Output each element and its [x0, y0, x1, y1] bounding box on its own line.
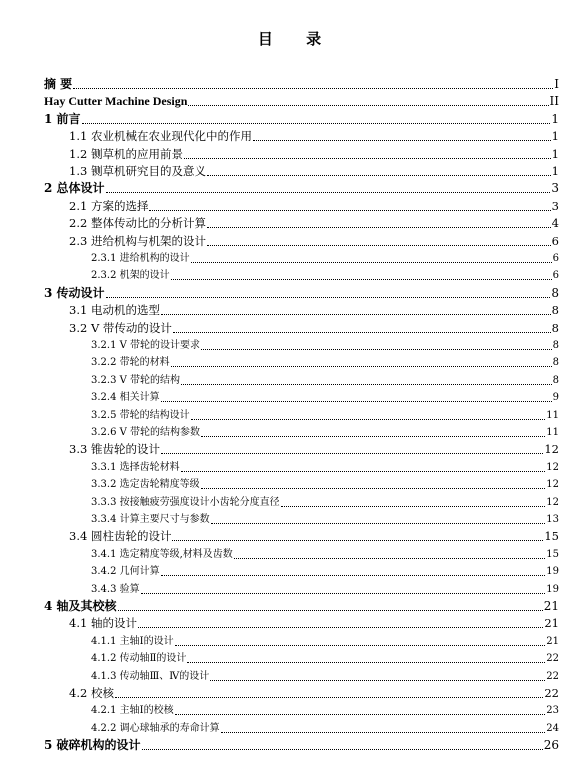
toc-entry-label: 3.4.1 选定精度等级,材料及齿数 [91, 548, 233, 560]
toc-entry[interactable] [69, 215, 559, 232]
toc-entry[interactable] [91, 337, 559, 354]
toc-entry[interactable] [44, 285, 559, 302]
toc-entry-page: 19 [546, 583, 559, 595]
toc-entry[interactable] [91, 407, 559, 424]
toc-entry-page: 12 [544, 442, 559, 457]
toc-entry[interactable] [91, 389, 559, 406]
toc-entry[interactable] [69, 441, 559, 458]
toc-entry-label: 4.1.3 传动轴Ⅲ、Ⅳ的设计 [91, 670, 210, 682]
toc-entry[interactable] [44, 180, 559, 197]
toc-entry-label: 4.2.2 调心球轴承的寿命计算 [91, 722, 220, 734]
dot-leader [115, 697, 543, 698]
toc-entry[interactable] [91, 494, 559, 511]
toc-entry[interactable] [69, 685, 559, 702]
toc-entry-page: 12 [546, 496, 559, 508]
toc-entry[interactable] [69, 528, 559, 545]
toc-entry-page: 3 [551, 181, 559, 196]
toc-entry-page: 6 [552, 253, 559, 264]
dot-leader [171, 279, 552, 280]
toc-entry-label: 3.4 圆柱齿轮的设计 [69, 529, 172, 544]
toc-entry-page: 6 [552, 270, 559, 282]
toc-entry-label: 2.3 进给机构与机架的设计 [69, 233, 206, 248]
toc-entry-page: 12 [546, 461, 559, 473]
toc-entry-page: 8 [551, 320, 559, 335]
toc-entry-label: 3.2.1 V 带轮的设计要求 [91, 340, 201, 351]
dot-leader [181, 384, 552, 385]
dot-leader [281, 506, 546, 507]
page-title: 目 录 [257, 30, 336, 48]
toc-entry[interactable] [91, 650, 559, 667]
toc-entry-page: 3 [551, 198, 559, 213]
toc-entry-page: 15 [546, 548, 559, 560]
toc-entry[interactable] [69, 128, 559, 145]
toc-entry-label: 3.1 电动机的选型 [69, 303, 160, 318]
toc-entry-page: 1 [551, 111, 559, 126]
dot-leader [161, 401, 552, 402]
toc-entry-label: 4.2.1 主轴Ⅰ的校核 [91, 705, 174, 717]
dot-leader [207, 245, 551, 246]
toc-entry-page: 8 [551, 285, 559, 300]
dot-leader [73, 88, 553, 89]
toc-entry-label: 4 轴及其校核 [44, 599, 117, 613]
toc-entry-page: 11 [546, 427, 559, 438]
dot-leader [188, 105, 548, 106]
toc-entry-label: 4.1.1 主轴Ⅰ的设计 [91, 635, 174, 647]
dot-leader [191, 262, 552, 263]
toc-entry-label: 2 总体设计 [44, 181, 105, 196]
toc-entry-label: 2.2 整体传动比的分析计算 [69, 216, 206, 231]
toc-entry-page: 26 [543, 738, 559, 753]
dot-leader [173, 332, 551, 333]
toc-entry-label: 2.3.2 机架的设计 [91, 270, 170, 282]
dot-leader [253, 140, 551, 141]
toc-entry[interactable] [69, 615, 559, 632]
toc-entry-page: 22 [546, 653, 559, 665]
toc-entry-label: 3.4.2 几何计算 [91, 566, 160, 578]
toc-entry-label: 3 传动设计 [44, 285, 105, 300]
toc-entry-label: 4.1 轴的设计 [69, 616, 137, 631]
toc-entry-page: 6 [551, 233, 559, 248]
toc-entry-label: 1.2 铡草机的应用前景 [69, 146, 183, 161]
toc-entry[interactable] [91, 563, 559, 580]
toc-entry[interactable] [69, 302, 559, 319]
dot-leader [82, 123, 551, 124]
toc-entry[interactable] [44, 76, 559, 93]
dot-leader [106, 297, 551, 298]
toc-entry-page: 13 [546, 514, 559, 525]
toc-entry[interactable] [44, 111, 559, 128]
toc-entry-page: 23 [546, 705, 559, 717]
dot-leader [161, 314, 551, 315]
toc-entry-page: 24 [546, 722, 559, 734]
toc-entry-label: 摘 要 [44, 77, 73, 91]
toc-entry-page: 1 [551, 129, 559, 144]
toc-entry[interactable] [69, 320, 559, 337]
toc-entry[interactable] [91, 372, 559, 389]
toc-entry-label: 3.3.2 选定齿轮精度等级 [91, 479, 200, 491]
dot-leader [161, 453, 543, 454]
toc-entry[interactable] [91, 250, 559, 267]
toc-entry-page: 21 [546, 635, 559, 647]
toc-entry[interactable] [91, 546, 559, 563]
toc-entry-label: 4.1.2 传动轴Ⅱ的设计 [91, 653, 187, 665]
toc-entry[interactable] [91, 476, 559, 493]
dot-leader [201, 488, 546, 489]
toc-entry-page: 22 [544, 686, 559, 700]
toc-entry-label: 3.2.2 带轮的材料 [91, 357, 170, 369]
dot-leader [141, 593, 546, 594]
toc-entry-label: 3.2.6 V 带轮的结构参数 [91, 427, 201, 438]
toc-entry[interactable] [44, 93, 559, 110]
toc-entry-label: 3.3.3 按接触疲劳强度设计小齿轮分度直径 [91, 496, 280, 508]
dot-leader [207, 227, 551, 228]
toc-entry-page: 15 [544, 529, 559, 544]
toc-entry-page: 8 [551, 303, 559, 318]
toc-entry[interactable] [91, 424, 559, 441]
toc-entry-label: 3.2.3 V 带轮的结构 [91, 374, 181, 386]
toc-entry-page: 8 [552, 340, 559, 351]
toc-entry[interactable] [91, 354, 559, 371]
toc-entry[interactable] [91, 633, 559, 650]
toc-entry-page: 21 [544, 616, 559, 631]
toc-entry-page: 1 [551, 164, 559, 178]
toc-entry-page: 22 [546, 670, 559, 682]
dot-leader [187, 662, 545, 663]
dot-leader [207, 175, 551, 176]
toc-entry[interactable] [44, 737, 559, 754]
toc-entry[interactable] [91, 267, 559, 284]
dot-leader [118, 610, 543, 611]
dot-leader [175, 714, 546, 715]
toc-entry-page: 21 [543, 599, 559, 613]
toc-entry-page: 1 [551, 146, 559, 161]
toc-entry-page: I [554, 77, 559, 91]
toc-entry-page: 19 [546, 566, 559, 578]
toc-entry-page: 12 [546, 479, 559, 491]
toc-entry-label: 3.4.3 验算 [91, 583, 140, 595]
toc-entry-label: 3.3 锥齿轮的设计 [69, 442, 160, 457]
toc-entry-label: 4.2 校核 [69, 686, 114, 700]
dot-leader [210, 680, 545, 681]
dot-leader [161, 575, 546, 576]
toc-entry[interactable] [69, 233, 559, 250]
toc-entry-page: 11 [546, 409, 559, 421]
toc-entry[interactable] [44, 598, 559, 615]
dot-leader [171, 366, 552, 367]
toc-entry-label: 5 破碎机构的设计 [44, 738, 141, 753]
dot-leader [175, 645, 546, 646]
dot-leader [201, 349, 552, 350]
dot-leader [142, 749, 543, 750]
dot-leader [138, 627, 543, 628]
dot-leader [106, 192, 551, 193]
toc-entry[interactable] [91, 581, 559, 598]
toc-entry-label: 1.3 铡草机研究目的及意义 [69, 164, 206, 178]
toc-entry[interactable] [91, 720, 559, 737]
toc-entry-label: 1.1 农业机械在农业现代化中的作用 [69, 129, 252, 144]
dot-leader [172, 540, 543, 541]
toc-entry[interactable] [91, 459, 559, 476]
toc-entry-label: 1 前言 [44, 111, 81, 126]
dot-leader [211, 523, 546, 524]
toc-entry-page: 9 [552, 392, 559, 404]
toc-entry[interactable] [69, 146, 559, 163]
toc-entry[interactable] [91, 702, 559, 719]
toc-entry-page: 8 [552, 374, 559, 386]
toc-entry-label: 3.3.4 计算主要尺寸与参数 [91, 514, 210, 525]
toc-entry-page: II [549, 94, 559, 109]
toc-entry[interactable] [69, 198, 559, 215]
dot-leader [181, 471, 546, 472]
toc-entry-label: 3.2.4 相关计算 [91, 392, 160, 404]
toc-entry-label: 2.1 方案的选择 [69, 198, 149, 213]
dot-leader [201, 436, 545, 437]
toc-entry-label: Hay Cutter Machine Design [44, 94, 188, 109]
toc-entry-label: 3.3.1 选择齿轮材料 [91, 461, 180, 473]
dot-leader [149, 210, 550, 211]
dot-leader [221, 732, 546, 733]
toc-entry-label: 3.2 V 带传动的设计 [69, 320, 172, 335]
toc-entry-label: 2.3.1 进给机构的设计 [91, 253, 190, 264]
toc-entry-label: 3.2.5 带轮的结构设计 [91, 409, 190, 421]
toc-entry-page: 8 [552, 357, 559, 369]
dot-leader [184, 158, 551, 159]
toc-entry[interactable] [91, 668, 559, 685]
dot-leader [234, 558, 545, 559]
toc-entry[interactable] [69, 163, 559, 180]
dot-leader [191, 419, 546, 420]
toc-entry[interactable] [91, 511, 559, 528]
toc-entry-page: 4 [551, 216, 559, 231]
